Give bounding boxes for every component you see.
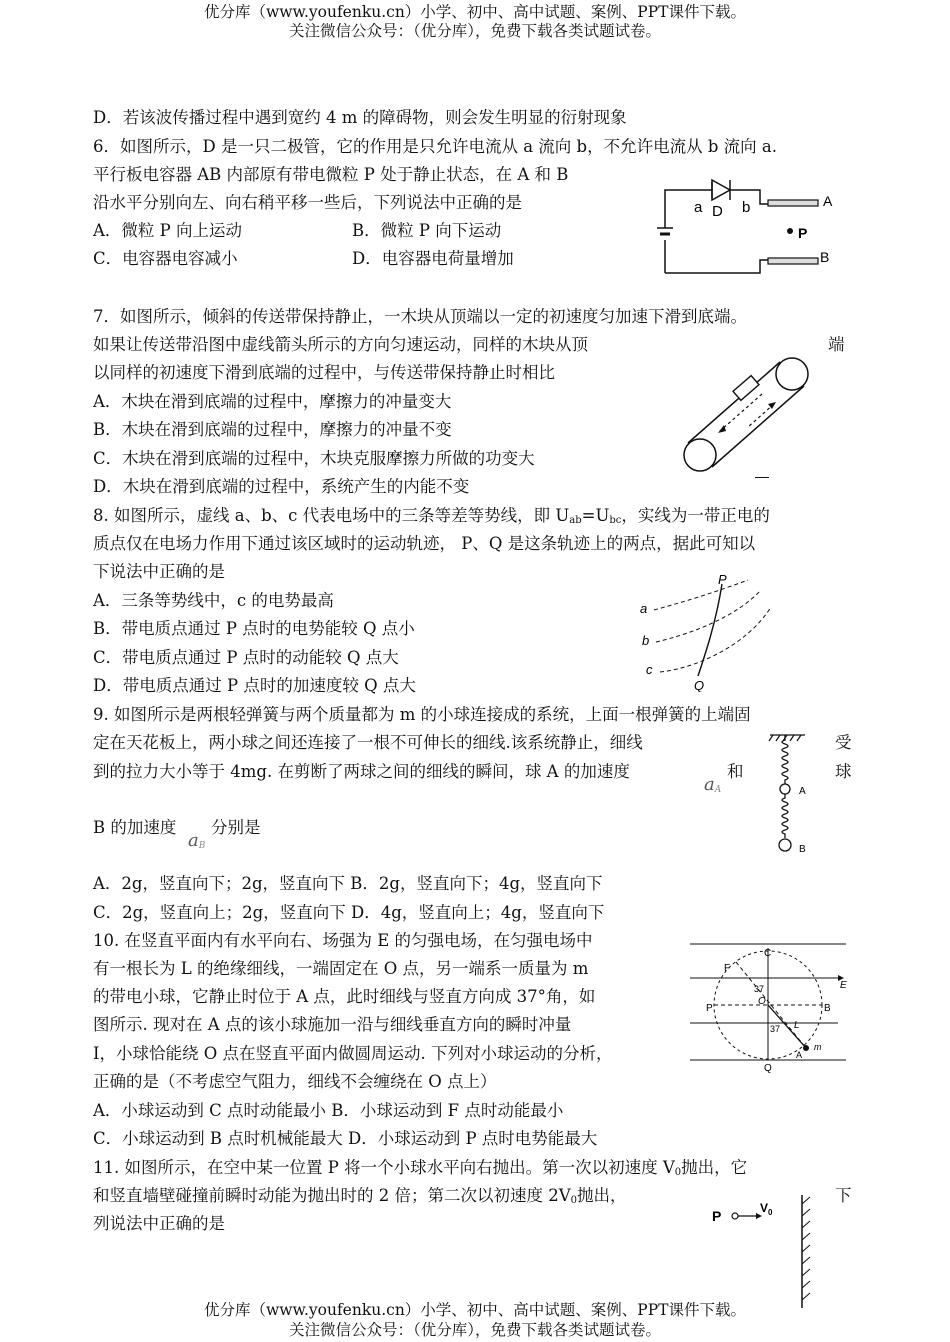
q9-fig-label-a: A bbox=[799, 786, 806, 797]
q9-line-4b: 分别是 bbox=[211, 818, 261, 837]
q9-line-2a: 定在天花板上，两小球之间还连接了一根不可伸长的细线.该系统静止，细线 bbox=[93, 733, 643, 752]
q8-option-b: B．带电质点通过 P 点时的电势能较 Q 点小 bbox=[93, 619, 415, 638]
q9-line-3c: 球 bbox=[835, 762, 852, 781]
q10-fig-label-p: P bbox=[706, 1003, 713, 1014]
q9-line-3a: 到的拉力大小等于 4mg. 在剪断了两球之间的细线的瞬间，球 A 的加速度 bbox=[93, 762, 630, 781]
q10-fig-label-a: A bbox=[796, 1050, 803, 1060]
q8-line-1b: ，实线为一带正电的 bbox=[621, 506, 770, 525]
q11-line-1a: 11. 如图所示，在空中某一位置 P 将一个小球水平向右抛出。第一次以初速度 V bbox=[93, 1158, 675, 1177]
q11-line-2 bbox=[93, 1185, 627, 1212]
q9-aB-sub: B bbox=[198, 841, 206, 851]
q10-line-4: 图所示. 现对在 A 点的该小球施加一沿与细线垂直方向的瞬时冲量 bbox=[93, 1015, 572, 1034]
q9-line-4a: B 的加速度 bbox=[93, 818, 177, 837]
q9-line-2b: 受 bbox=[835, 733, 852, 752]
q8-fig-label-p: P bbox=[718, 572, 727, 587]
q9-options-ab: A．2g，竖直向下；2g，竖直向下 B．2g，竖直向下；4g，竖直向下 bbox=[93, 874, 603, 893]
q10-fig-label-o: O bbox=[758, 996, 766, 1007]
q7-conveyor-figure bbox=[680, 352, 820, 487]
q6-fig-label-a: a bbox=[694, 199, 703, 216]
q6-fig-label-d: D bbox=[712, 203, 723, 220]
q11-fig-label-v bbox=[760, 1201, 773, 1217]
q8-option-a: A．三条等势线中，c 的电势最高 bbox=[93, 591, 334, 610]
q8-fig-label-c: c bbox=[646, 662, 653, 677]
q10-line-2: 有一根长为 L 的绝缘细线，一端固定在 O 点，另一端系一质量为 m bbox=[93, 959, 589, 978]
footer-line-1: 优分库（www.youfenku.cn）小学、初中、高中试题、案例、PPT课件下载。 bbox=[203, 1301, 747, 1319]
q7-option-b: B．木块在滑到底端的过程中，摩擦力的冲量不变 bbox=[93, 420, 452, 439]
q10-fig-angle-1: 37 bbox=[754, 984, 765, 994]
q7-line-1: 7．如图所示，倾斜的传送带保持静止，一木块从顶端以一定的初速度匀加速下滑到底端。 bbox=[93, 307, 747, 326]
header-line-1: 优分库（www.youfenku.cn）小学、初中、高中试题、案例、PPT课件下载。 bbox=[203, 3, 747, 21]
q8-line-1a: 8. 如图所示，虚线 a、b、c 代表电场中的三条等差等势线，即 U bbox=[93, 506, 570, 525]
q9-line-3b: 和 bbox=[727, 762, 744, 781]
q11-projectile-wall-figure bbox=[710, 1190, 820, 1310]
q9-aB-letter: a bbox=[188, 830, 199, 851]
q8-eq: =U bbox=[581, 506, 610, 525]
q8-line-3: 下说法中正确的是 bbox=[93, 562, 225, 581]
q10-line-3: 的带电小球，它静止时位于 A 点，此时细线与竖直方向成 37°角，如 bbox=[93, 987, 596, 1006]
q9-line-1: 9. 如图所示是两根轻弹簧与两个质量都为 m 的小球连接成的系统，上面一根弹簧的上端固 bbox=[93, 705, 751, 724]
q6-option-d: D．电容器电荷量增加 bbox=[352, 249, 514, 268]
q10-fig-label-f: F bbox=[724, 963, 731, 974]
q8-line-2: 质点仅在电场力作用下通过该区域时的运动轨迹， P、Q 是这条轨迹上的两点，据此可知以 bbox=[93, 534, 756, 553]
q9-options-cd: C．2g，竖直向上；2g，竖直向下 D．4g，竖直向上；4g，竖直向下 bbox=[93, 903, 605, 922]
prev-option-d: D．若该波传播过程中遇到宽约 4 m 的障碍物，则会发生明显的衍射现象 bbox=[93, 108, 627, 127]
q6-fig-label-P: P bbox=[798, 225, 808, 241]
q6-diode-circuit-figure bbox=[650, 168, 850, 280]
q8-line-1 bbox=[93, 505, 770, 532]
q8-sub-ab: ab bbox=[569, 515, 582, 526]
q11-sub-1: 0 bbox=[674, 1167, 682, 1178]
q10-fig-label-l: L bbox=[794, 1020, 800, 1031]
q11-sub-2: 0 bbox=[570, 1195, 578, 1206]
q8-equipotential-figure bbox=[636, 572, 776, 692]
q7-line-2a: 如果让传送带沿图中虚线箭头所示的方向匀速运动，同样的木块从顶 bbox=[93, 335, 588, 354]
q11-fig-label-p: P bbox=[712, 1208, 722, 1224]
q8-fig-label-q: Q bbox=[694, 678, 705, 692]
q11-line-2a: 和竖直墙壁碰撞前瞬时动能为抛出时的 2 倍；第二次以初速度 2V bbox=[93, 1186, 571, 1205]
header-line-2: 关注微信公众号：（优分库），免费下载各类试题试卷。 bbox=[288, 22, 661, 40]
q11-line-2c: 下 bbox=[835, 1186, 852, 1205]
q6-option-c: C．电容器电容减小 bbox=[93, 249, 238, 268]
q11-line-3: 列说法中正确的是 bbox=[93, 1214, 225, 1233]
q11-fig-v-sub: 0 bbox=[768, 1208, 773, 1217]
q10-circle-field-figure bbox=[688, 938, 850, 1073]
q11-line-1b: 抛出，它 bbox=[681, 1158, 748, 1177]
q8-sub-bc: bc bbox=[609, 515, 622, 526]
q10-fig-label-q: Q bbox=[764, 1063, 772, 1073]
q9-symbol-aB bbox=[188, 830, 205, 851]
q10-fig-label-e: E bbox=[840, 980, 847, 991]
q9-springs-figure bbox=[765, 730, 825, 860]
q10-line-1: 10. 在竖直平面内有水平向右、场强为 E 的匀强电场，在匀强电场中 bbox=[93, 931, 593, 950]
q8-option-c: C．带电质点通过 P 点时的动能较 Q 点大 bbox=[93, 648, 399, 667]
q7-line-2b: 端 bbox=[828, 335, 845, 354]
q6-fig-label-b: b bbox=[742, 199, 751, 216]
q6-option-b: B．微粒 P 向下运动 bbox=[352, 221, 502, 240]
q8-fig-label-a: a bbox=[640, 601, 648, 616]
q6-line-3: 沿水平分别向左、向右稍平移一些后，下列说法中正确的是 bbox=[93, 193, 522, 212]
q9-aA-letter: a bbox=[704, 774, 715, 795]
q10-options-cd: C．小球运动到 B 点时机械能最大 D．小球运动到 P 点时电势能最大 bbox=[93, 1129, 598, 1148]
q9-symbol-aA bbox=[704, 774, 721, 795]
q7-line-3: 以同样的初速度下滑到底端的过程中，与传送带保持静止时相比 bbox=[93, 363, 555, 382]
q10-fig-label-b: B bbox=[824, 1003, 831, 1014]
q9-fig-label-b: B bbox=[799, 844, 806, 855]
q10-options-ab: A．小球运动到 C 点时动能最小 B．小球运动到 F 点时动能最小 bbox=[93, 1101, 564, 1120]
q9-aA-sub: A bbox=[714, 785, 722, 795]
q6-line-2: 平行板电容器 AB 内部原有带电微粒 P 处于静止状态，在 A 和 B bbox=[93, 165, 569, 184]
footer-line-2: 关注微信公众号：（优分库），免费下载各类试题试卷。 bbox=[288, 1321, 661, 1339]
q11-line-1 bbox=[93, 1157, 747, 1184]
q6-option-a: A．微粒 P 向上运动 bbox=[93, 221, 243, 240]
q10-fig-angle-2: 37 bbox=[770, 1024, 781, 1034]
q7-option-a: A．木块在滑到底端的过程中，摩擦力的冲量变大 bbox=[93, 392, 452, 411]
q8-option-d: D．带电质点通过 P 点时的加速度较 Q 点大 bbox=[93, 676, 416, 695]
q6-fig-label-B: B bbox=[820, 249, 830, 265]
q8-fig-label-b: b bbox=[642, 633, 650, 648]
q11-fig-v-letter: V bbox=[760, 1201, 769, 1215]
q10-line-5: I，小球恰能绕 O 点在竖直平面内做圆周运动. 下列对小球运动的分析， bbox=[93, 1044, 613, 1063]
q7-fig-mark: — bbox=[755, 468, 769, 484]
q6-fig-label-A: A bbox=[823, 193, 833, 209]
q7-option-d: D．木块在滑到底端的过程中，系统产生的内能不变 bbox=[93, 477, 470, 496]
q10-fig-label-m: m bbox=[814, 1042, 822, 1052]
q6-line-1: 6．如图所示，D 是一只二极管，它的作用是只允许电流从 a 流向 b，不允许电流从 b 流向 a. bbox=[93, 137, 777, 156]
q11-line-2b: 抛出， bbox=[577, 1186, 627, 1205]
q7-option-c: C．木块在滑到底端的过程中，木块克服摩擦力所做的功变大 bbox=[93, 449, 535, 468]
q10-fig-label-c: C bbox=[764, 948, 772, 959]
q10-line-6: 正确的是（不考虑空气阻力，细线不会缠绕在 O 点上） bbox=[93, 1072, 497, 1091]
